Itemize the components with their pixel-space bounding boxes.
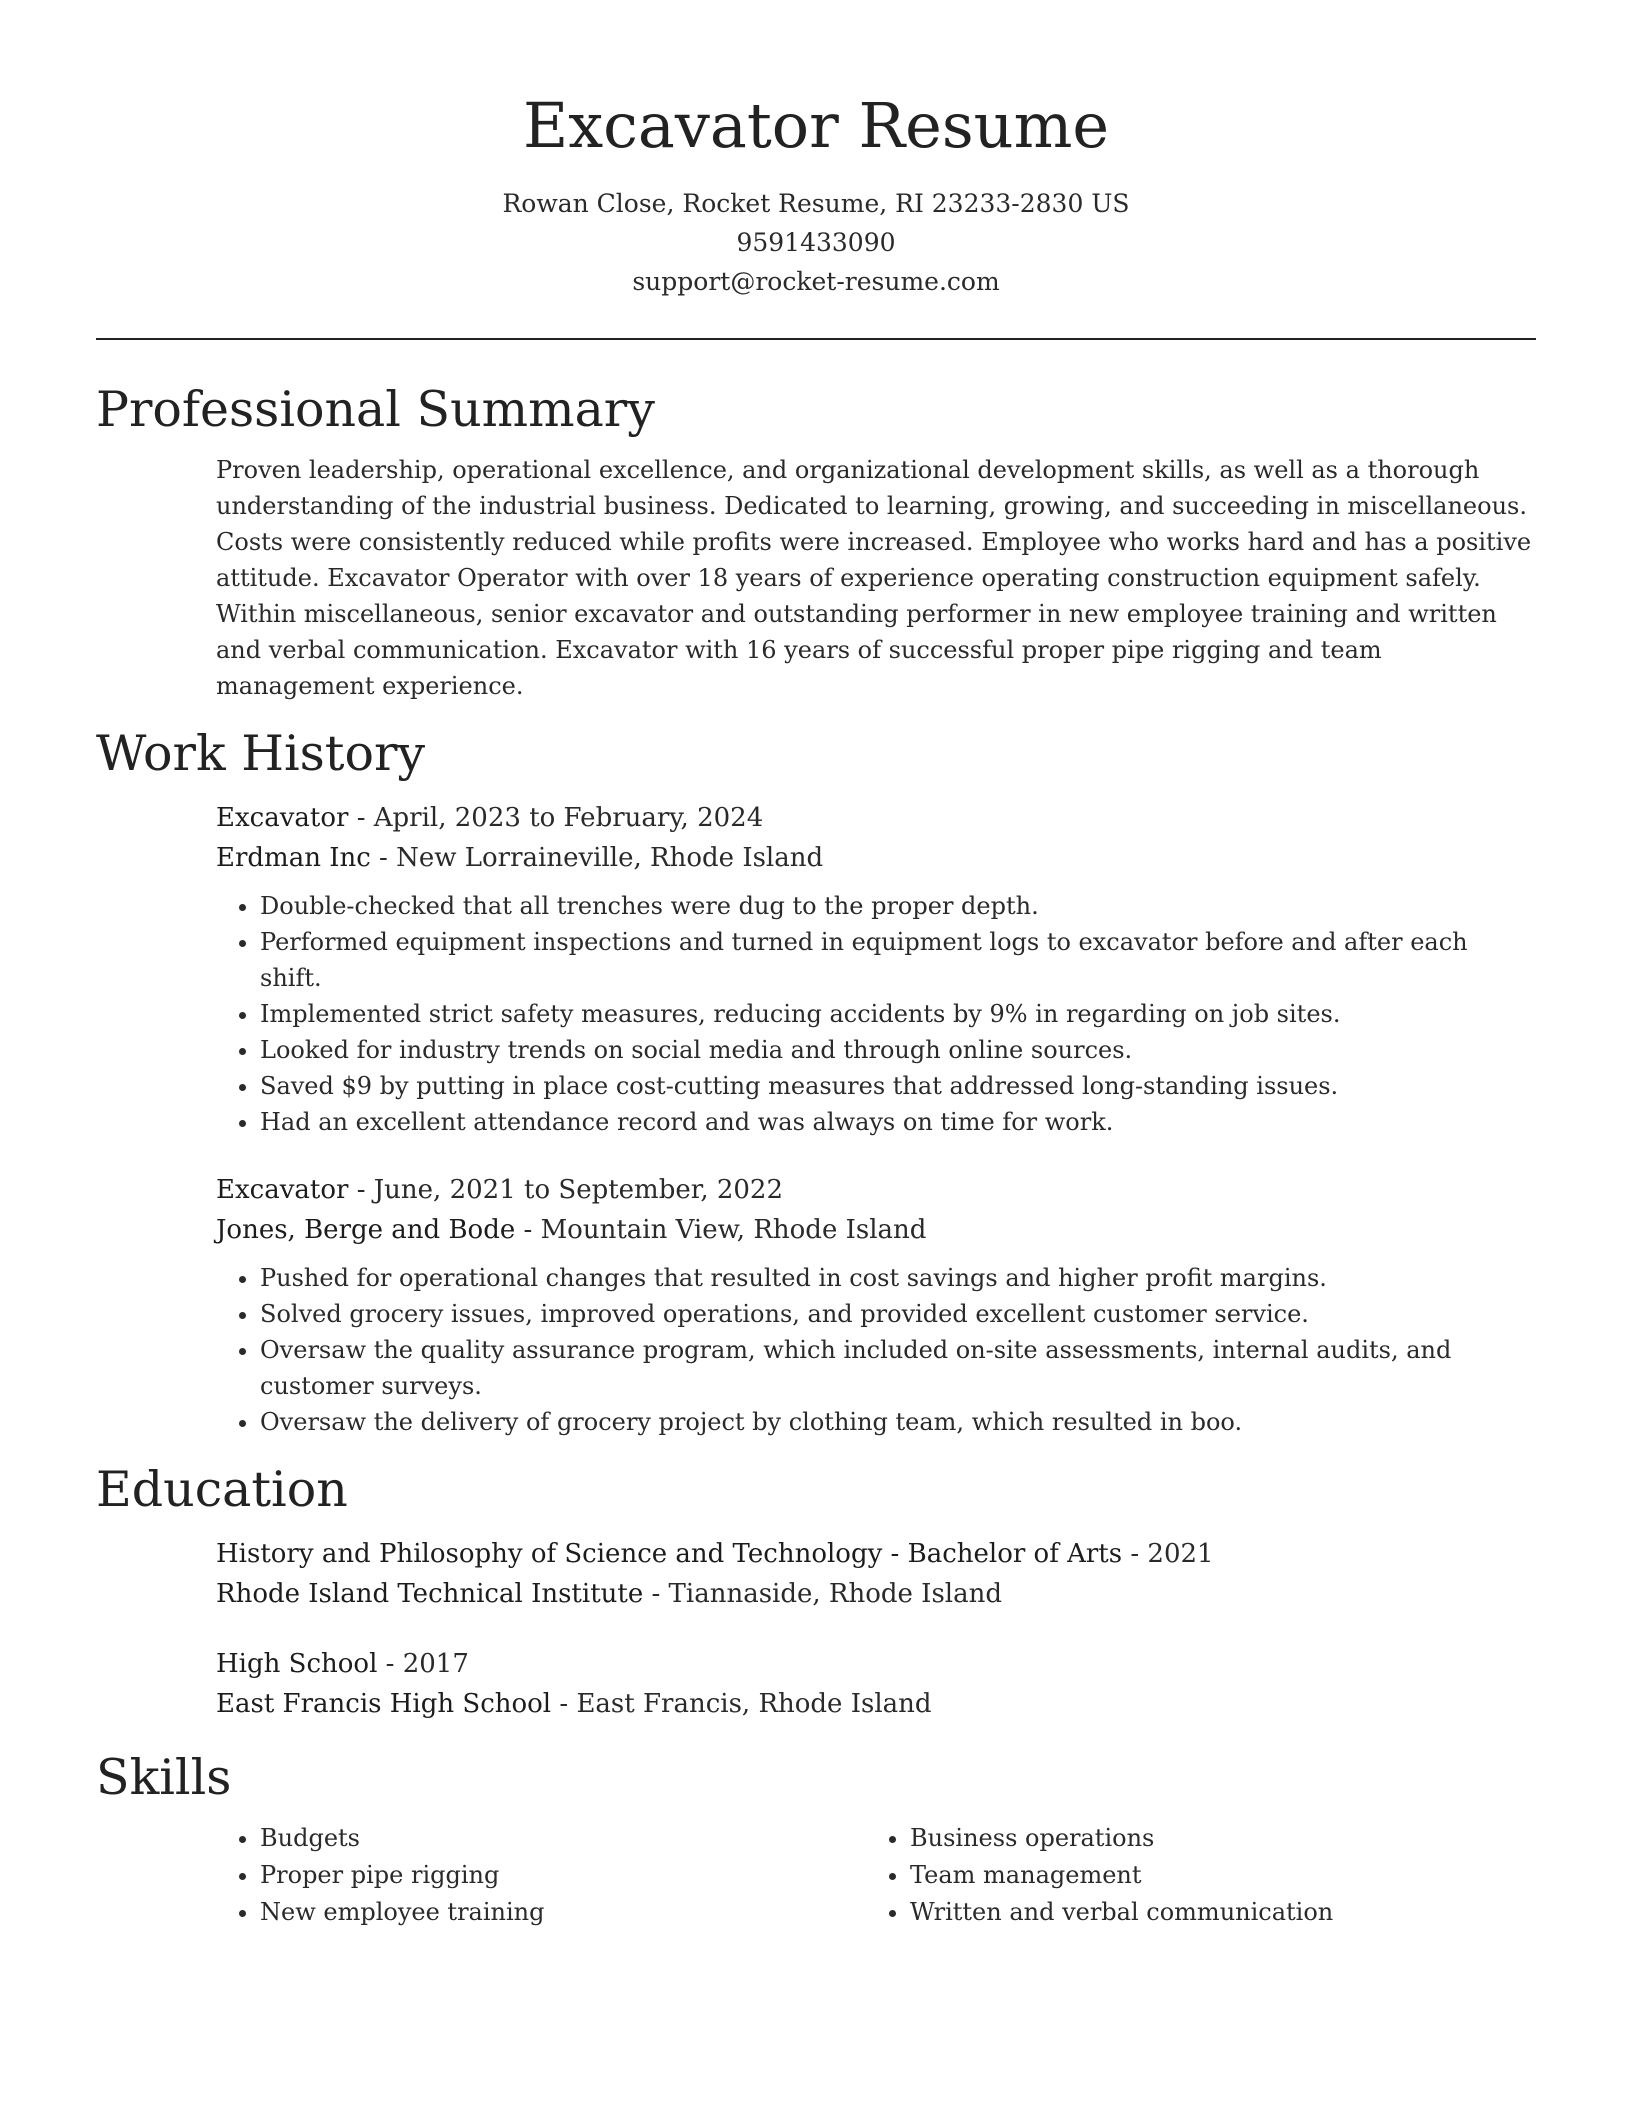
contact-phone: 9591433090	[736, 228, 896, 257]
list-item: • Looked for industry trends on social media and through online sources.	[260, 1032, 1536, 1068]
education-degree: History and Philosophy of Science and Technology - Bachelor of Arts	[216, 1539, 1123, 1569]
education-school: Rhode Island Technical Institute	[216, 1579, 644, 1609]
job-role: Excavator	[216, 803, 349, 833]
header-divider	[96, 338, 1536, 340]
skills-column-left	[216, 1820, 866, 1931]
skill-item: • New employee training	[260, 1894, 866, 1931]
list-item: • Performed equipment inspections and turned in equipment logs to excavator before and after each shift.	[260, 924, 1536, 996]
list-item: • Pushed for operational changes that resulted in cost savings and higher profit margins.	[260, 1260, 1536, 1296]
job-company: Erdman Inc	[216, 843, 371, 873]
list-item: • Implemented strict safety measures, reducing accidents by 9% in regarding on job sites.	[260, 996, 1536, 1032]
education-school-line	[216, 1684, 1536, 1724]
education-degree: High School	[216, 1649, 378, 1679]
skills-grid	[216, 1820, 1536, 1931]
job-dates: - April, 2023 to February, 2024	[348, 803, 764, 833]
job-bullet-list	[216, 1260, 1536, 1440]
education-entry	[216, 1534, 1536, 1614]
job-role: Excavator	[216, 1175, 349, 1205]
list-item: • Saved $9 by putting in place cost-cutting measures that addressed long-standing issues.	[260, 1068, 1536, 1104]
job-title-line	[216, 1170, 1536, 1210]
skills-list	[216, 1820, 866, 1931]
job-bullet-list	[216, 888, 1536, 1140]
contact-email: support@rocket-resume.com	[632, 267, 1000, 296]
job-company: Jones, Berge and Bode	[216, 1215, 516, 1245]
skill-item: • Written and verbal communication	[910, 1894, 1516, 1931]
list-item: • Oversaw the delivery of grocery project by clothing team, which resulted in boo.	[260, 1404, 1536, 1440]
education-entry	[216, 1644, 1536, 1724]
skills-list	[866, 1820, 1516, 1931]
list-item: • Solved grocery issues, improved operations, and provided excellent customer service.	[260, 1296, 1536, 1332]
work-history-heading: Work History	[96, 725, 426, 782]
list-item: • Double-checked that all trenches were dug to the proper depth.	[260, 888, 1536, 924]
education-location: - Tiannaside, Rhode Island	[643, 1579, 1003, 1609]
education-degree-line	[216, 1534, 1536, 1574]
skill-item: • Proper pipe rigging	[260, 1857, 866, 1894]
education-heading: Education	[96, 1461, 348, 1518]
education-school-line	[216, 1574, 1536, 1614]
job-entry	[216, 798, 1536, 878]
list-item: • Oversaw the quality assurance program, which included on-site assessments, internal audits, and customer surveys.	[260, 1332, 1536, 1404]
skill-item: • Business operations	[910, 1820, 1516, 1857]
job-title-line	[216, 798, 1536, 838]
summary-text: Proven leadership, operational excellence, and organizational development skills, as well as a thorough understanding of the industrial business. Dedicated to learning, growing, and succeeding in miscellaneous. Costs were consistently reduced while profits were increased. Employee who works hard and has a positive attitude. Excavator Operator with over 18 years of experience operating construction equipment safely. Within miscellaneous, senior excavator and outstanding performer in new employee training and written and verbal communication. Excavator with 16 years of successful proper pipe rigging and team management experience.	[216, 456, 1532, 700]
skills-column-right	[866, 1820, 1516, 1931]
skill-item: • Budgets	[260, 1820, 866, 1857]
resume-header	[96, 0, 1536, 301]
education-location: - East Francis, Rhode Island	[551, 1689, 932, 1719]
contact-address: Rowan Close, Rocket Resume, RI 23233-2830 US	[502, 189, 1130, 218]
job-entry	[216, 1170, 1536, 1250]
skill-item: • Team management	[910, 1857, 1516, 1894]
education-degree-line	[216, 1644, 1536, 1684]
job-company-line	[216, 1210, 1536, 1250]
education-year: - 2017	[377, 1649, 469, 1679]
skills-heading: Skills	[96, 1749, 232, 1806]
resume-title: Excavator Resume	[522, 89, 1110, 162]
resume-page	[96, 0, 1536, 1931]
job-dates: - June, 2021 to September, 2022	[348, 1175, 784, 1205]
job-location: - Mountain View, Rhode Island	[515, 1215, 927, 1245]
education-year: - 2021	[1122, 1539, 1214, 1569]
list-item: • Had an excellent attendance record and was always on time for work.	[260, 1104, 1536, 1140]
job-location: - New Lorraineville, Rhode Island	[370, 843, 824, 873]
summary-heading: Professional Summary	[96, 381, 655, 438]
education-school: East Francis High School	[216, 1689, 552, 1719]
job-company-line	[216, 838, 1536, 878]
